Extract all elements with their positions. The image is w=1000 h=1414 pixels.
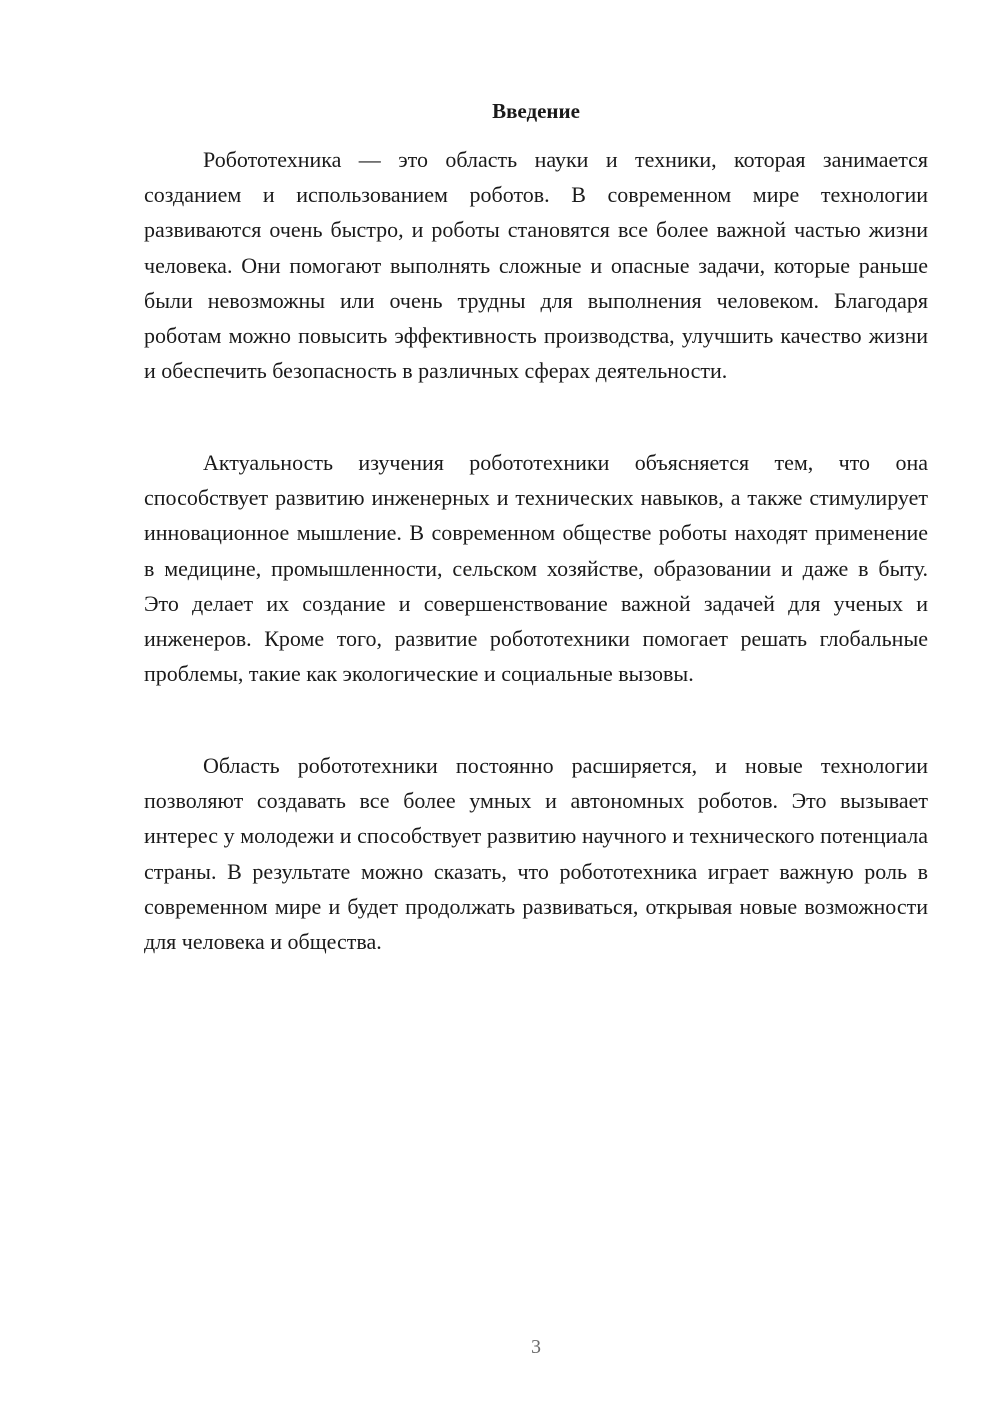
paragraph-2: Актуальность изучения робототехники объясняется тем, что она способствует развитию инженерных и технических навыков, а также стимулирует инновационное мышление. В современном обществе роботы находят применение в медицине, промышленности, сельском хозяйстве, образовании и даже в быту. Это делает их создание и совершенствование важной задачей для ученых и инженеров. Кроме того, развитие робототехники помогает решать глобальные проблемы, такие как экологические и социальные вызовы. [144, 450, 928, 687]
paragraph-3: Область робототехники постоянно расширяется, и новые технологии позволяют создавать все более умных и автономных роботов. Это вызывает интерес у молодежи и способствует развитию научного и технического потенциала страны. В результате можно сказать, что робототехника играет важную роль в современном мире и будет продолжать развиваться, открывая новые возможности для человека и общества. [144, 753, 928, 955]
page-number: 3 [531, 1336, 541, 1358]
paragraph-1: Робототехника — это область науки и техники, которая занимается созданием и использованием роботов. В современном мире технологии развиваются очень быстро, и роботы становятся все более важной частью жизни человека. Они помогают выполнять сложные и опасные задачи, которые раньше были невозможны или очень трудны для выполнения человеком. Благодаря роботам можно повысить эффективность производства, улучшить качество жизни и обеспечить безопасность в различных сферах деятельности. [144, 147, 928, 384]
section-title: Введение [492, 99, 580, 123]
